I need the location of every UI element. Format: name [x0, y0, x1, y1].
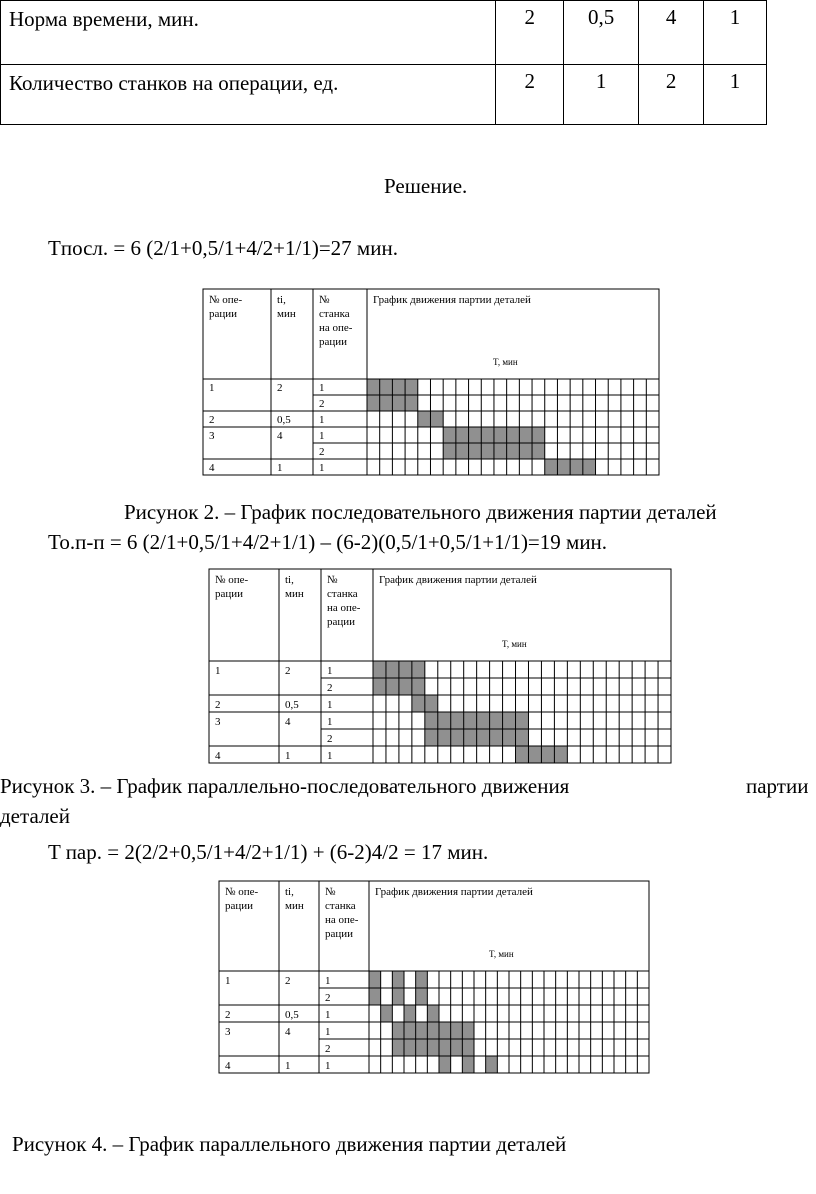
gantt-bar-cell [439, 1022, 451, 1039]
gantt-parallel-sequential [208, 568, 672, 769]
header-machine-label: на опе- [325, 914, 359, 926]
header-t-label: ti, [285, 886, 294, 898]
row-op-number: 4 [209, 462, 215, 474]
header-machine-label: на опе- [319, 322, 353, 334]
gantt-bar-cell [490, 729, 503, 746]
row-machine-number: 1 [327, 665, 333, 677]
gantt-bar-cell [369, 988, 381, 1005]
header-machine-label: станка [327, 588, 358, 600]
gantt-bar-cell [443, 443, 456, 459]
gantt-bar-cell [380, 379, 393, 395]
gantt-bar-cell [392, 1022, 404, 1039]
header-op-label: № опе- [209, 294, 243, 306]
gantt-bar-cell [462, 1022, 474, 1039]
table-cell: 2 [496, 1, 564, 65]
table-cell: 1 [564, 65, 639, 125]
gantt-bar-cell [519, 443, 532, 459]
gantt-bar-cell [412, 661, 425, 678]
gantt-bar-cell [451, 1022, 463, 1039]
gantt-bar-cell [443, 427, 456, 443]
gantt-bar-cell [516, 712, 529, 729]
row-machine-number: 1 [325, 1026, 331, 1038]
header-t-label: ti, [277, 294, 286, 306]
gantt-bar-cell [412, 678, 425, 695]
header-chart-title: График движения партии деталей [379, 574, 537, 586]
row-op-number: 3 [215, 716, 221, 728]
row-time: 1 [277, 462, 283, 474]
gantt-bar-cell [570, 459, 583, 475]
gantt-bar-cell [386, 661, 399, 678]
gantt-bar-cell [399, 661, 412, 678]
gantt-bar-cell [416, 971, 428, 988]
gantt-bar-cell [438, 712, 451, 729]
gantt-bar-cell [532, 427, 545, 443]
figure3-caption-line2: деталей [0, 804, 70, 828]
gantt-bar-cell [373, 661, 386, 678]
table-cell: 2 [639, 65, 704, 125]
row-time: 2 [285, 975, 291, 987]
gantt-bar-cell [541, 746, 554, 763]
row-op-number: 3 [225, 1026, 231, 1038]
header-machine-label: на опе- [327, 602, 361, 614]
row-machine-number: 1 [325, 1060, 331, 1072]
row-op-number: 3 [209, 430, 215, 442]
row-machine-number: 1 [327, 699, 333, 711]
norms-table [0, 0, 767, 125]
formula-parallel: T пар. = 2(2/2+0,5/1+4/2+1/1) + (6-2)4/2 = 17 мин. [48, 840, 489, 864]
gantt-bar-cell [545, 459, 558, 475]
row-label: Количество станков на операции, ед. [1, 65, 496, 125]
header-op-label: рации [215, 588, 244, 600]
row-op-number: 1 [209, 382, 215, 394]
solution-heading: Решение. [384, 174, 468, 198]
gantt-bar-cell [494, 427, 507, 443]
gantt-bar-cell [427, 1022, 439, 1039]
gantt-bar-cell [416, 1039, 428, 1056]
gantt-bar-cell [516, 729, 529, 746]
time-axis-label: T, мин [502, 639, 527, 649]
figure4-caption: Рисунок 4. – График параллельного движения партии деталей [12, 1132, 567, 1156]
header-machine-label: рации [327, 616, 356, 628]
gantt-bar-cell [451, 729, 464, 746]
gantt-bar-cell [404, 1022, 416, 1039]
gantt-bar-cell [519, 427, 532, 443]
header-machine-label: станка [319, 308, 350, 320]
gantt-bar-cell [392, 1039, 404, 1056]
header-op-label: рации [209, 308, 238, 320]
gantt-chart-svg [218, 880, 650, 1074]
gantt-bar-cell [392, 379, 405, 395]
gantt-bar-cell [392, 971, 404, 988]
gantt-bar-cell [554, 746, 567, 763]
row-machine-number: 2 [319, 446, 325, 458]
gantt-bar-cell [462, 1039, 474, 1056]
gantt-bar-cell [399, 678, 412, 695]
row-time: 4 [285, 1026, 291, 1038]
header-machine-label: рации [325, 928, 354, 940]
gantt-bar-cell [456, 443, 469, 459]
gantt-bar-cell [380, 395, 393, 411]
gantt-parallel [218, 880, 650, 1079]
gantt-sequential [202, 288, 660, 481]
header-t-label: мин [285, 588, 304, 600]
gantt-bar-cell [430, 411, 443, 427]
gantt-bar-cell [557, 459, 570, 475]
gantt-bar-cell [367, 379, 380, 395]
gantt-bar-cell [427, 1005, 439, 1022]
gantt-bar-cell [439, 1056, 451, 1073]
gantt-bar-cell [369, 971, 381, 988]
table-cell: 1 [704, 1, 767, 65]
gantt-bar-cell [427, 1039, 439, 1056]
row-op-number: 2 [225, 1009, 231, 1021]
gantt-bar-cell [404, 1005, 416, 1022]
table-cell: 0,5 [564, 1, 639, 65]
header-machine-label: № [327, 574, 338, 586]
figure3-caption: Рисунок 3. – График параллельно-последовательного движения [0, 774, 570, 798]
gantt-bar-cell [456, 427, 469, 443]
row-time: 0,5 [285, 1009, 299, 1021]
header-t-label: мин [285, 900, 304, 912]
row-machine-number: 2 [325, 1043, 331, 1055]
gantt-bar-cell [477, 729, 490, 746]
table-cell: 2 [496, 65, 564, 125]
gantt-bar-cell [412, 695, 425, 712]
gantt-bar-cell [532, 443, 545, 459]
gantt-bar-cell [425, 695, 438, 712]
row-machine-number: 1 [325, 975, 331, 987]
row-machine-number: 2 [319, 398, 325, 410]
row-op-number: 2 [209, 414, 215, 426]
header-machine-label: № [325, 886, 336, 898]
gantt-bar-cell [516, 746, 529, 763]
row-machine-number: 1 [319, 462, 325, 474]
gantt-bar-cell [373, 678, 386, 695]
gantt-bar-cell [469, 427, 482, 443]
gantt-bar-cell [528, 746, 541, 763]
row-machine-number: 2 [325, 992, 331, 1004]
time-axis-label: T, мин [493, 357, 518, 367]
figure2-caption: Рисунок 2. – График последовательного движения партии деталей [124, 500, 717, 524]
header-machine-label: станка [325, 900, 356, 912]
gantt-bar-cell [462, 1056, 474, 1073]
row-op-number: 1 [225, 975, 231, 987]
table-cell: 4 [639, 1, 704, 65]
gantt-bar-cell [405, 379, 418, 395]
gantt-bar-cell [464, 729, 477, 746]
row-op-number: 1 [215, 665, 221, 677]
formula-parallel-sequential: To.п-п = 6 (2/1+0,5/1+4/2+1/1) – (6-2)(0,5/1+0,5/1+1/1)=19 мин. [48, 530, 608, 554]
formula-sequential: Tпосл. = 6 (2/1+0,5/1+4/2+1/1)=27 мин. [48, 236, 398, 260]
gantt-bar-cell [503, 729, 516, 746]
gantt-bar-cell [438, 729, 451, 746]
gantt-bar-cell [494, 443, 507, 459]
row-time: 0,5 [285, 699, 299, 711]
header-op-label: № опе- [225, 886, 259, 898]
row-time: 1 [285, 750, 291, 762]
gantt-bar-cell [451, 1039, 463, 1056]
table-cell: 1 [704, 65, 767, 125]
row-op-number: 2 [215, 699, 221, 711]
header-op-label: № опе- [215, 574, 249, 586]
row-label: Норма времени, мин. [1, 1, 496, 65]
row-time: 2 [285, 665, 291, 677]
gantt-chart-svg [202, 288, 660, 476]
row-machine-number: 1 [319, 382, 325, 394]
row-machine-number: 1 [327, 750, 333, 762]
header-machine-label: № [319, 294, 330, 306]
gantt-chart-svg [208, 568, 672, 764]
gantt-bar-cell [481, 427, 494, 443]
gantt-bar-cell [425, 729, 438, 746]
gantt-bar-cell [451, 712, 464, 729]
row-machine-number: 1 [325, 1009, 331, 1021]
gantt-bar-cell [405, 395, 418, 411]
gantt-bar-cell [425, 712, 438, 729]
gantt-bar-cell [367, 395, 380, 411]
gantt-bar-cell [507, 443, 520, 459]
gantt-bar-cell [392, 395, 405, 411]
header-t-label: мин [277, 308, 296, 320]
row-time: 2 [277, 382, 283, 394]
row-time: 4 [285, 716, 291, 728]
row-machine-number: 1 [327, 716, 333, 728]
gantt-bar-cell [469, 443, 482, 459]
gantt-bar-cell [464, 712, 477, 729]
row-machine-number: 1 [319, 414, 325, 426]
gantt-bar-cell [416, 988, 428, 1005]
gantt-bar-cell [477, 712, 490, 729]
gantt-bar-cell [418, 411, 431, 427]
figure3-caption-continued: партии [746, 774, 809, 798]
row-machine-number: 1 [319, 430, 325, 442]
header-t-label: ti, [285, 574, 294, 586]
gantt-bar-cell [481, 443, 494, 459]
row-time: 1 [285, 1060, 291, 1072]
row-op-number: 4 [225, 1060, 231, 1072]
row-machine-number: 2 [327, 682, 333, 694]
gantt-bar-cell [386, 678, 399, 695]
row-time: 4 [277, 430, 283, 442]
header-chart-title: График движения партии деталей [373, 294, 531, 306]
gantt-bar-cell [507, 427, 520, 443]
header-chart-title: График движения партии деталей [375, 886, 533, 898]
table-row [1, 65, 767, 125]
row-time: 0,5 [277, 414, 291, 426]
gantt-bar-cell [381, 1005, 393, 1022]
header-op-label: рации [225, 900, 254, 912]
table-row [1, 1, 767, 65]
row-machine-number: 2 [327, 733, 333, 745]
header-machine-label: рации [319, 336, 348, 348]
gantt-bar-cell [583, 459, 596, 475]
row-op-number: 4 [215, 750, 221, 762]
gantt-bar-cell [490, 712, 503, 729]
gantt-bar-cell [416, 1022, 428, 1039]
gantt-bar-cell [404, 1039, 416, 1056]
gantt-bar-cell [439, 1039, 451, 1056]
gantt-bar-cell [392, 988, 404, 1005]
time-axis-label: T, мин [489, 949, 514, 959]
gantt-bar-cell [486, 1056, 498, 1073]
gantt-bar-cell [503, 712, 516, 729]
